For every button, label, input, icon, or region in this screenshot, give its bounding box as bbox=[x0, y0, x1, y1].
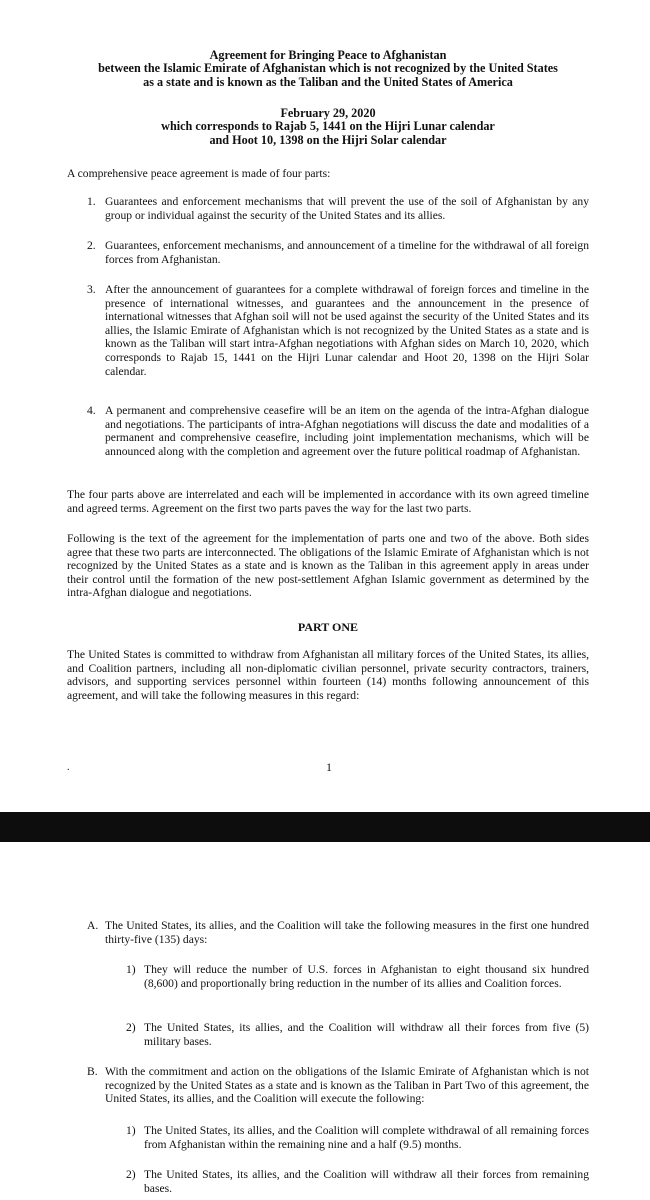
sub-list-text: They will reduce the number of U.S. forces in Afghanistan to eight thousand six hundred (8,600) and proportionally bring reduction in the number of its allies and Coalition forces. bbox=[144, 963, 589, 990]
sub-list-text: The United States, its allies, and the Coalition will complete withdrawal of all remaining forces from Afghanistan within the remaining nine and a half (9.5) months. bbox=[144, 1124, 589, 1151]
section-letter: A. bbox=[87, 919, 99, 932]
sub-list-number: 1) bbox=[126, 963, 136, 976]
page-number: 1 bbox=[326, 760, 332, 774]
title-line: between the Islamic Emirate of Afghanistan which is not recognized by the United States bbox=[98, 61, 558, 76]
list-text: Guarantees and enforcement mechanisms that will prevent the use of the soil of Afghanistan by any group or individual against the security of the United States and its allies. bbox=[105, 195, 589, 222]
list-number: 2. bbox=[87, 239, 96, 252]
part-one-heading: PART ONE bbox=[297, 620, 359, 634]
sub-list-number: 2) bbox=[126, 1168, 136, 1181]
list-number: 1. bbox=[87, 195, 96, 208]
document-title bbox=[60, 49, 596, 89]
sub-list-number: 2) bbox=[126, 1021, 136, 1034]
title-line: Agreement for Bringing Peace to Afghanistan bbox=[209, 48, 447, 62]
part-one-paragraph: The United States is committed to withdraw from Afghanistan all military forces of the United States, its allies, and Coalition partners, including all non-diplomatic civilian personnel, private security contractors, trainers, advisors, and supporting services personnel within fourteen (14) months following announcement of this agreement, and will take the following measures in this regard: bbox=[67, 648, 589, 702]
page-divider bbox=[0, 812, 650, 842]
following-paragraph: Following is the text of the agreement for the implementation of parts one and two of the above. Both sides agree that these two parts are interconnected. The obligations of the Islamic Emirate of Afghanistan which is not recognized by the United States as a state and is known as the Taliban in this agreement apply in areas under their control until the formation of the new post-settlement Afghan Islamic government as determined by the intra-Afghan dialogue and negotiations. bbox=[67, 532, 589, 600]
intro-paragraph: A comprehensive peace agreement is made of four parts: bbox=[67, 167, 331, 180]
list-number: 3. bbox=[87, 283, 96, 296]
date-line: which corresponds to Rajab 5, 1441 on the Hijri Lunar calendar bbox=[161, 119, 495, 134]
interrelated-paragraph: The four parts above are interrelated and each will be implemented in accordance with its own agreed timeline and agreed terms. Agreement on the first two parts paves the way for the last two parts. bbox=[67, 488, 589, 515]
sub-list-text: The United States, its allies, and the Coalition will withdraw all their forces from remaining bases. bbox=[144, 1168, 589, 1195]
section-text: The United States, its allies, and the Coalition will take the following measures in the first one hundred thirty-five (135) days: bbox=[105, 919, 589, 946]
title-line: as a state and is known as the Taliban and the United States of America bbox=[143, 74, 513, 89]
list-text: A permanent and comprehensive ceasefire will be an item on the agenda of the intra-Afghan dialogue and negotiations. The participants of intra-Afghan negotiations will discuss the date and modalities of a permanent and comprehensive ceasefire, including joint implementation mechanisms, which will be announced along with the completion and agreement over the future political roadmap of Afghanistan. bbox=[105, 404, 589, 458]
sub-list-text: The United States, its allies, and the Coalition will withdraw all their forces from five (5) military bases. bbox=[144, 1021, 589, 1048]
section-letter: B. bbox=[87, 1065, 98, 1078]
sub-list-number: 1) bbox=[126, 1124, 136, 1137]
date-line: and Hoot 10, 1398 on the Hijri Solar calendar bbox=[209, 132, 447, 147]
list-text: After the announcement of guarantees for a complete withdrawal of foreign forces and timeline in the presence of international witnesses, and guarantees and the announcement in the presence of international witnesses that Afghan soil will not be used against the security of the United States and its allies, the Islamic Emirate of Afghanistan which is not recognized by the United States as a state and is known as the Taliban will start intra-Afghan negotiations with Afghan sides on March 10, 2020, which corresponds to Rajab 15, 1441 on the Hijri Lunar calendar and Hoot 20, 1398 on the Hijri Solar calendar. bbox=[105, 283, 589, 378]
section-text: With the commitment and action on the obligations of the Islamic Emirate of Afghanistan which is not recognized by the United States as a state and is known as the Taliban in Part Two of this agreement, the United States, its allies, and the Coalition will execute the following: bbox=[105, 1065, 589, 1106]
document-date bbox=[60, 107, 596, 147]
list-number: 4. bbox=[87, 404, 96, 417]
page-mark: . bbox=[67, 762, 70, 773]
date-line: February 29, 2020 bbox=[280, 106, 376, 120]
list-text: Guarantees, enforcement mechanisms, and announcement of a timeline for the withdrawal of all foreign forces from Afghanistan. bbox=[105, 239, 589, 266]
